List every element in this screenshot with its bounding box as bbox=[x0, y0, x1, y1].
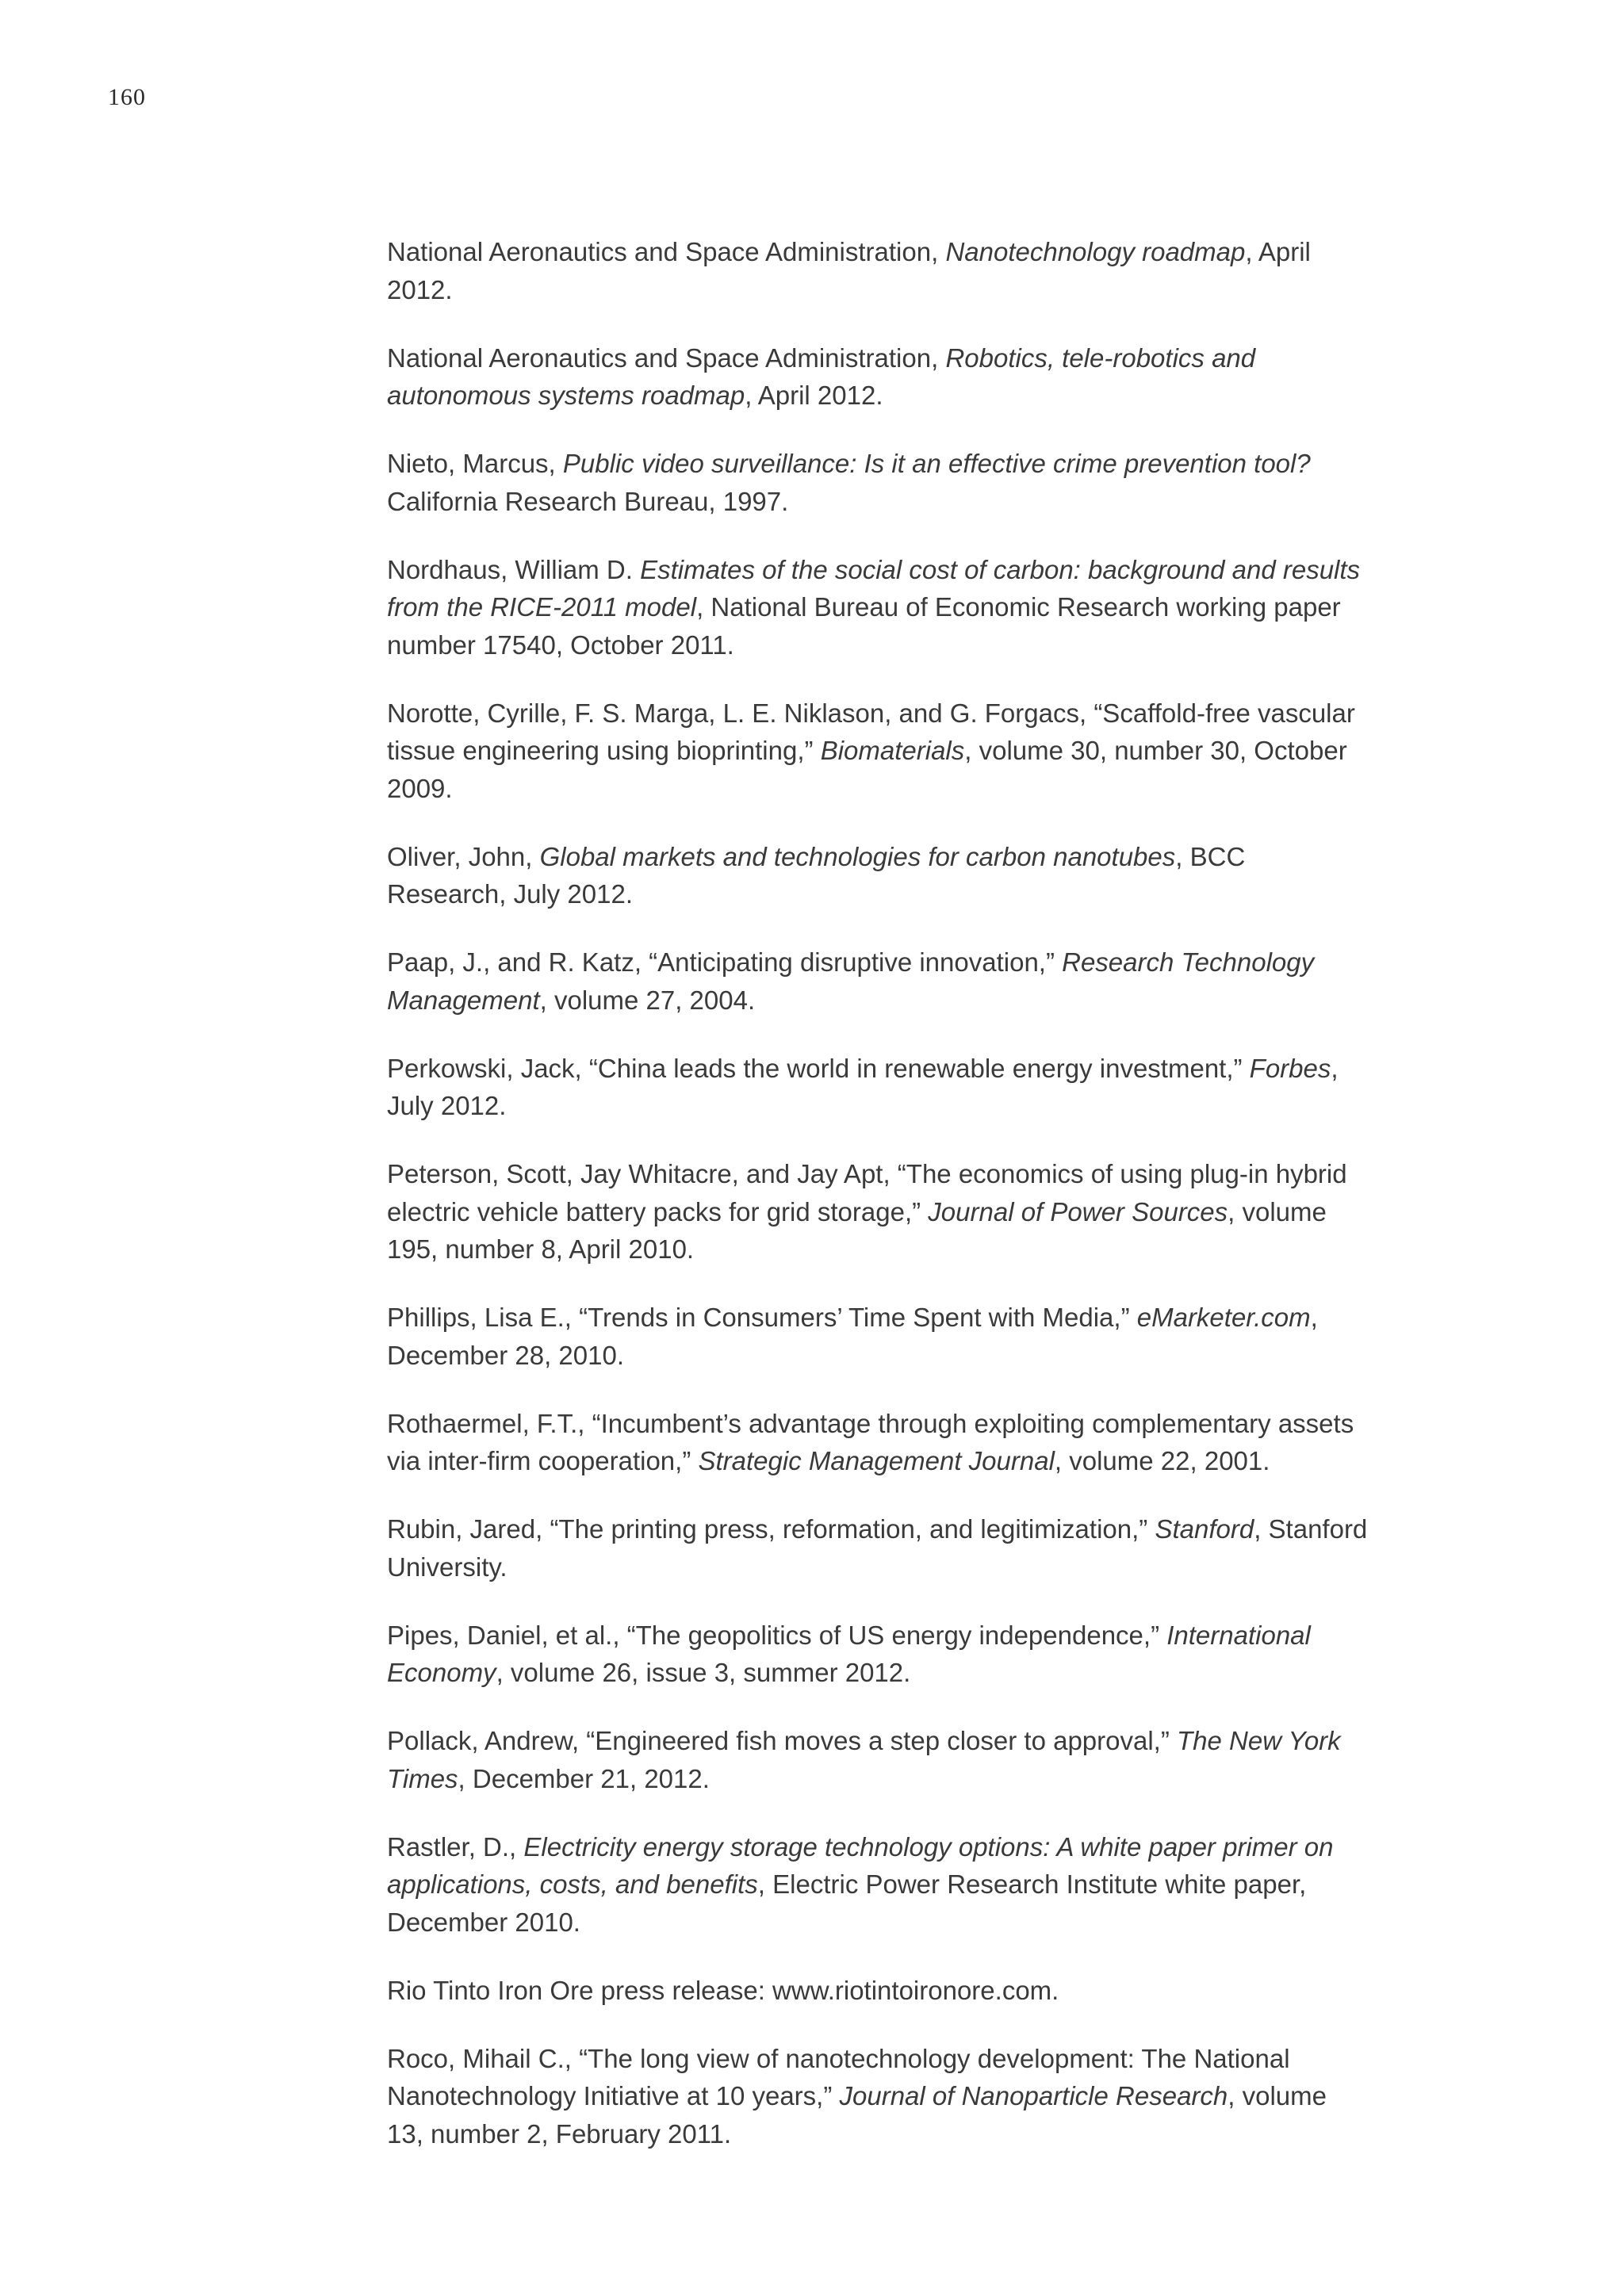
reference-title-italic: Journal of Power Sources bbox=[928, 1196, 1228, 1226]
reference-entry bbox=[387, 1405, 1370, 1480]
reference-text: , April 2012. bbox=[745, 381, 883, 410]
reference-text: Peterson, Scott, Jay Whitacre, and Jay Apt, “The economics of using plug-in hybrid electric vehicle battery packs for grid storage,” bbox=[387, 1159, 1347, 1226]
reference-entry bbox=[387, 1155, 1370, 1269]
reference-text: , Stanford University. bbox=[387, 1514, 1368, 1582]
reference-text: Norotte, Cyrille, F. S. Marga, L. E. Niklason, and G. Forgacs, “Scaffold-free vascular tissue engineering using bioprinting,” bbox=[387, 698, 1355, 765]
reference-entry bbox=[387, 1828, 1370, 1942]
reference-text: Pipes, Daniel, et al., “The geopolitics of US energy independence,” bbox=[387, 1620, 1167, 1650]
reference-text: Perkowski, Jack, “China leads the world in renewable energy investment,” bbox=[387, 1053, 1250, 1083]
reference-text: Paap, J., and R. Katz, “Anticipating disruptive innovation,” bbox=[387, 947, 1063, 977]
reference-title-italic: Robotics, tele-robotics and autonomous systems roadmap bbox=[387, 342, 1256, 410]
reference-title-italic: Research Technology Management bbox=[387, 947, 1315, 1015]
reference-title-italic: Estimates of the social cost of carbon: background and results from the RICE-2011 model bbox=[387, 554, 1361, 622]
reference-text: Rio Tinto Iron Ore press release: www.riotintoironore.com. bbox=[387, 1975, 1059, 2005]
page-number: 160 bbox=[108, 84, 146, 110]
reference-entry bbox=[387, 1617, 1370, 1692]
reference-text: Rastler, D., bbox=[387, 1831, 524, 1862]
reference-title-italic: Electricity energy storage technology options: A white paper primer on applications, costs, and benefits bbox=[387, 1831, 1334, 1899]
reference-text: , volume 195, number 8, April 2010. bbox=[387, 1196, 1327, 1264]
reference-entry bbox=[387, 339, 1370, 415]
reference-text: , Electric Power Research Institute white paper, December 2010. bbox=[387, 1869, 1307, 1937]
reference-title-italic: International Economy bbox=[387, 1620, 1311, 1687]
reference-text: California Research Bureau, 1997. bbox=[387, 486, 789, 516]
reference-text: , July 2012. bbox=[387, 1053, 1339, 1120]
reference-title-italic: Public video surveillance: Is it an effective crime prevention tool? bbox=[562, 449, 1311, 478]
reference-title-italic: The New York Times bbox=[387, 1726, 1341, 1793]
reference-title-italic: Biomaterials bbox=[820, 736, 965, 765]
reference-text: , volume 22, 2001. bbox=[1054, 1446, 1270, 1475]
reference-entry bbox=[387, 233, 1370, 308]
reference-text: Nordhaus, William D. bbox=[387, 554, 641, 584]
reference-text: , volume 27, 2004. bbox=[539, 985, 756, 1015]
reference-entry bbox=[387, 1299, 1370, 1374]
reference-text: Roco, Mihail C., “The long view of nanotechnology development: The National Nanotechnology Initiative at 10 years,” bbox=[387, 2043, 1290, 2110]
reference-entry bbox=[387, 1510, 1370, 1586]
reference-text: , volume 30, number 30, October 2009. bbox=[387, 736, 1347, 803]
reference-title-italic: Forbes bbox=[1249, 1053, 1331, 1083]
reference-title-italic: Strategic Management Journal bbox=[698, 1446, 1055, 1475]
reference-entry bbox=[387, 838, 1370, 913]
reference-entry bbox=[387, 1050, 1370, 1125]
reference-entry bbox=[387, 551, 1370, 664]
reference-entry bbox=[387, 943, 1370, 1019]
reference-entry bbox=[387, 445, 1370, 520]
reference-text: , December 28, 2010. bbox=[387, 1303, 1318, 1370]
reference-list bbox=[387, 233, 1370, 2183]
reference-text: Rubin, Jared, “The printing press, reformation, and legitimization,” bbox=[387, 1514, 1155, 1544]
reference-title-italic: eMarketer.com bbox=[1136, 1303, 1311, 1332]
reference-entry bbox=[387, 1722, 1370, 1797]
reference-text: Nieto, Marcus, bbox=[387, 449, 563, 478]
reference-title-italic: Stanford bbox=[1155, 1514, 1254, 1544]
reference-text: , volume 13, number 2, February 2011. bbox=[387, 2081, 1327, 2149]
reference-text: National Aeronautics and Space Administration, bbox=[387, 342, 946, 373]
reference-text: , National Bureau of Economic Research working paper number 17540, October 2011. bbox=[387, 592, 1341, 660]
reference-title-italic: Journal of Nanoparticle Research bbox=[839, 2081, 1228, 2110]
reference-entry bbox=[387, 695, 1370, 808]
reference-text: , BCC Research, July 2012. bbox=[387, 841, 1246, 909]
reference-text: , volume 26, issue 3, summer 2012. bbox=[496, 1658, 911, 1687]
reference-text: Phillips, Lisa E., “Trends in Consumers’ Time Spent with Media,” bbox=[387, 1303, 1137, 1332]
reference-entry bbox=[387, 2040, 1370, 2153]
reference-text: Rothaermel, F.T., “Incumbent’s advantage through exploiting complementary assets via inter-firm cooperation,” bbox=[387, 1408, 1354, 1475]
reference-text: , December 21, 2012. bbox=[458, 1763, 710, 1793]
reference-text: Oliver, John, bbox=[387, 841, 540, 871]
reference-title-italic: Nanotechnology roadmap bbox=[945, 237, 1246, 266]
reference-text: Pollack, Andrew, “Engineered fish moves a step closer to approval,” bbox=[387, 1726, 1178, 1755]
reference-text: , April 2012. bbox=[387, 237, 1311, 304]
reference-title-italic: Global markets and technologies for carbon nanotubes bbox=[539, 841, 1176, 871]
reference-entry bbox=[387, 1972, 1370, 2010]
reference-text: National Aeronautics and Space Administration, bbox=[387, 237, 946, 266]
